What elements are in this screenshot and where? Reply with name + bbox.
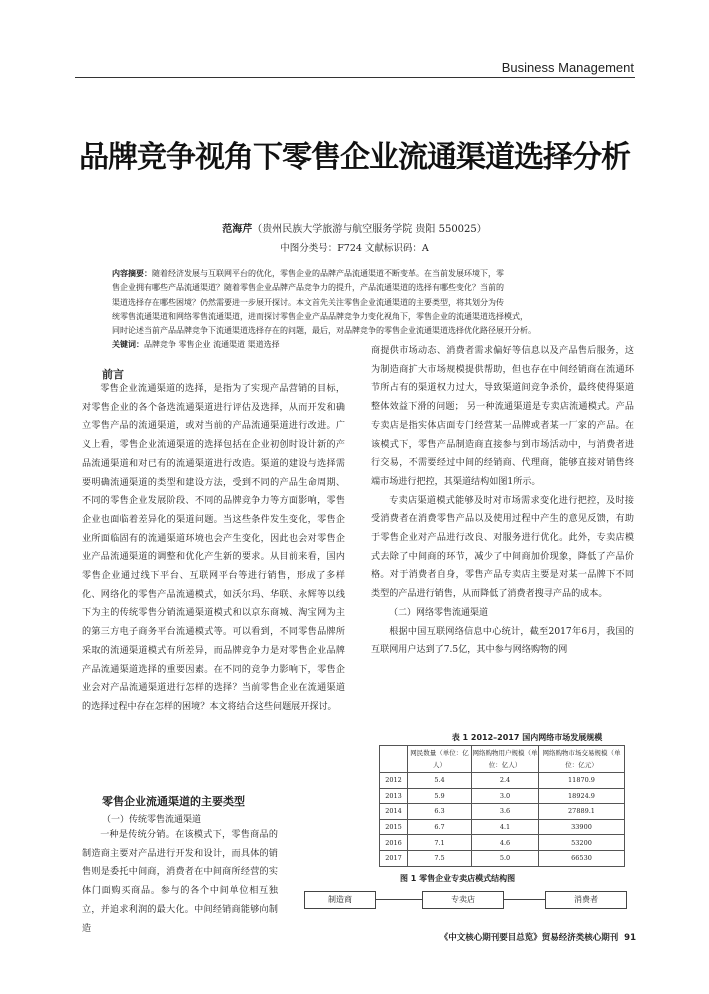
page-number: 91 (624, 933, 636, 943)
header-rule (75, 77, 635, 78)
intro-heading: 前言 (102, 368, 124, 381)
data-table (379, 745, 625, 867)
keywords: 品牌竞争 零售企业 流通渠道 渠道选择 (144, 340, 280, 350)
table-header-cell: 网民数量（单位：亿人） (408, 746, 472, 773)
abstract (112, 267, 607, 353)
figure-connector (375, 899, 422, 900)
paragraph: 商提供市场动态、消费者需求偏好等信息以及产品售后服务，这为制造商扩大市场规模提供帮助，但也存在中间经销商在流通环节所占有的渠道权力过大，导致渠道间竞争杀价，最终使得渠道整体效益下滑的问题； 另一种流通渠道是专卖店流通模式。产品专卖店是指实体店面专门经营某一品牌或者某一厂家的产品。在该模式下，零售产品制造商直接参与到市场活动中，与消费者进行交易，不需要经过中间的经销商、代理商，能够直接对销售终端市场进行把控，其渠道结构如图1所示。 (371, 346, 634, 487)
table-caption: 表 1 2012–2017 国内网络市场发展规模 (451, 733, 603, 742)
table-row (380, 819, 625, 835)
article-title: 品牌竞争视角下零售企业流通渠道选择分析 (79, 140, 630, 175)
table-cell: 5.0 (472, 850, 539, 866)
table-row (380, 850, 625, 866)
table-cell: 2014 (380, 804, 408, 820)
table-cell: 2016 (380, 835, 408, 851)
table-cell: 7.1 (408, 835, 472, 851)
page-footer (390, 931, 636, 943)
figure-caption: 图 1 零售企业专卖店模式结构图 (400, 874, 516, 883)
author-name: 范海芹 (222, 224, 253, 235)
paragraph: 零售企业流通渠道的选择，是指为了实现产品营销的目标，对零售企业的各个备选流通渠道进行评估及选择，从而开发和确立零售产品的流通渠道，或对当前的产品流通渠道进行改进。广义上看，零售企业流通渠道的选择包括在企业初创时设计新的产品流通渠道和对已有的流通渠道进行改造。渠道的建设与选择需要明确流通渠道的类型和建设方法，受到不同的产品生命周期、不同的零售企业发展阶段、不同的品牌竞争力等方面影响，零售企业也面临着差异化的渠道问题。当这些条件发生变化，零售企业所面临固有的流通渠道环境也会产生变化，因此也会对零售企业产品流通渠道的调整和优化产生新的要求。从目前来看，国内零售企业通过线下平台、互联网平台等进行销售，形成了多样化、网络化的零售产品流通模式，如沃尔玛、华联、永辉等以线下为主的传统零售分销流通渠道模式和以京东商城、淘宝网为主的第三方电子商务平台流通模式等。可以看到，不同零售品牌所采取的流通渠道模式有所差异，而品牌竞争力是对零售企业品牌产品流通渠道选择的重要因素。在不同的竞争力影响下，零售企业会对产品流通渠道进行怎样的选择？当前零售企业在流通渠道的选择过程中存在怎样的困境？本文将结合这些问题展开探讨。 (82, 384, 345, 712)
table-header-cell (380, 746, 408, 773)
table-row (380, 835, 625, 851)
abstract-label: 内容摘要： (112, 269, 152, 278)
figure-node-consumer: 消费者 (545, 891, 627, 909)
abstract-line: 统零售流通渠道和网络零售流通渠道，进而探讨零售企业产品品牌竞争力变化视角下，零售企业的流通渠道选择模式， (112, 311, 528, 321)
figure-node-store: 专卖店 (422, 891, 504, 909)
figure-node-manufacturer: 制造商 (304, 891, 376, 909)
table-cell: 11870.9 (539, 773, 625, 789)
classification-line: 中图分类号：F724 文献标识码：A (280, 243, 429, 254)
abstract-line: 随着经济发展与互联网平台的优化，零售企业的品牌产品流通渠道不断变革。在当前发展环境下，零 (152, 269, 504, 278)
table-cell: 4.1 (472, 819, 539, 835)
table-cell: 3.6 (472, 804, 539, 820)
right-column-text (371, 342, 634, 698)
table-cell: 66530 (539, 850, 625, 866)
author-line (0, 220, 709, 235)
table-cell: 6.3 (408, 804, 472, 820)
author-affiliation: （贵州民族大学旅游与航空服务学院 贵阳 550025） (252, 224, 487, 235)
table-header-row (380, 746, 625, 773)
table-cell: 7.5 (408, 850, 472, 866)
table-cell: 2012 (380, 773, 408, 789)
table-cell: 2017 (380, 850, 408, 866)
journal-name: 《中文核心期刊要目总览》贸易经济类核心期刊 (439, 933, 619, 943)
table-cell: 4.6 (472, 835, 539, 851)
running-head: Business Management (501, 60, 634, 75)
table-cell: 18924.9 (539, 788, 625, 804)
left-column-intro (82, 380, 345, 770)
abstract-line: 售企业拥有哪些产品流通渠道？随着零售企业品牌产品竞争力的提升，产品流通渠道的选择有哪些变化？当前的 (112, 283, 504, 293)
table-cell: 27889.1 (539, 804, 625, 820)
figure-connector (503, 899, 545, 900)
paragraph: 根据中国互联网络信息中心统计，截至2017年6月，我国的互联网用户达到了7.5亿，其中参与网络购物的网 (371, 626, 634, 656)
paragraph: 一种是传统分销。在该模式下，零售商品的制造商主要对产品进行开发和设计，而具体的销售则是委托中间商，消费者在中间商所经营的实体门面购买商品。参与的各个中间单位相互独立，并追求利润的最大化。中间经销商能够向制造 (82, 830, 278, 934)
abstract-line: 同时论述当前产品品牌竞争下流通渠道选择存在的问题，最后，对品牌竞争的零售企业流通渠道选择优化路径展开分析。 (112, 326, 536, 336)
table-cell: 3.0 (472, 788, 539, 804)
table-cell: 33900 (539, 819, 625, 835)
table-cell: 6.7 (408, 819, 472, 835)
table-header-cell: 网络购物市场交易规模（单位：亿元） (539, 746, 625, 773)
table-row (380, 788, 625, 804)
section-heading: 零售企业流通渠道的主要类型 (102, 795, 245, 808)
paragraph: 专卖店渠道模式能够及时对市场需求变化进行把控，及时接受消费者在消费零售产品以及使用过程中产生的意见反馈，有助于零售企业对产品进行改良、对服务进行优化。此外，专卖店模式去除了中间商的环节，减少了中间商加价现象，降低了产品价格。对于消费者自身，零售产品专卖店主要是对某一品牌下不同类型的产品进行销售，从而降低了消费者搜寻产品的成本。 (371, 495, 634, 600)
table-cell: 2015 (380, 819, 408, 835)
table-cell: 5.9 (408, 788, 472, 804)
table-header-cell: 网络购物用户规模（单位：亿人） (472, 746, 539, 773)
abstract-line: 渠道选择存在哪些困境？仍然需要进一步展开探讨。本文首先关注零售企业流通渠道的主要类型，将其划分为传 (112, 297, 504, 307)
keywords-label: 关键词： (112, 340, 144, 350)
table-cell: 5.4 (408, 773, 472, 789)
table-cell: 53200 (539, 835, 625, 851)
table-row (380, 804, 625, 820)
table-row (380, 773, 625, 789)
table-cell: 2.4 (472, 773, 539, 789)
table-cell: 2013 (380, 788, 408, 804)
left-column-section-text (82, 826, 278, 934)
subheading: （二）网络零售流通渠道 (389, 607, 489, 618)
subheading: （一）传统零售流通渠道 (102, 815, 202, 825)
